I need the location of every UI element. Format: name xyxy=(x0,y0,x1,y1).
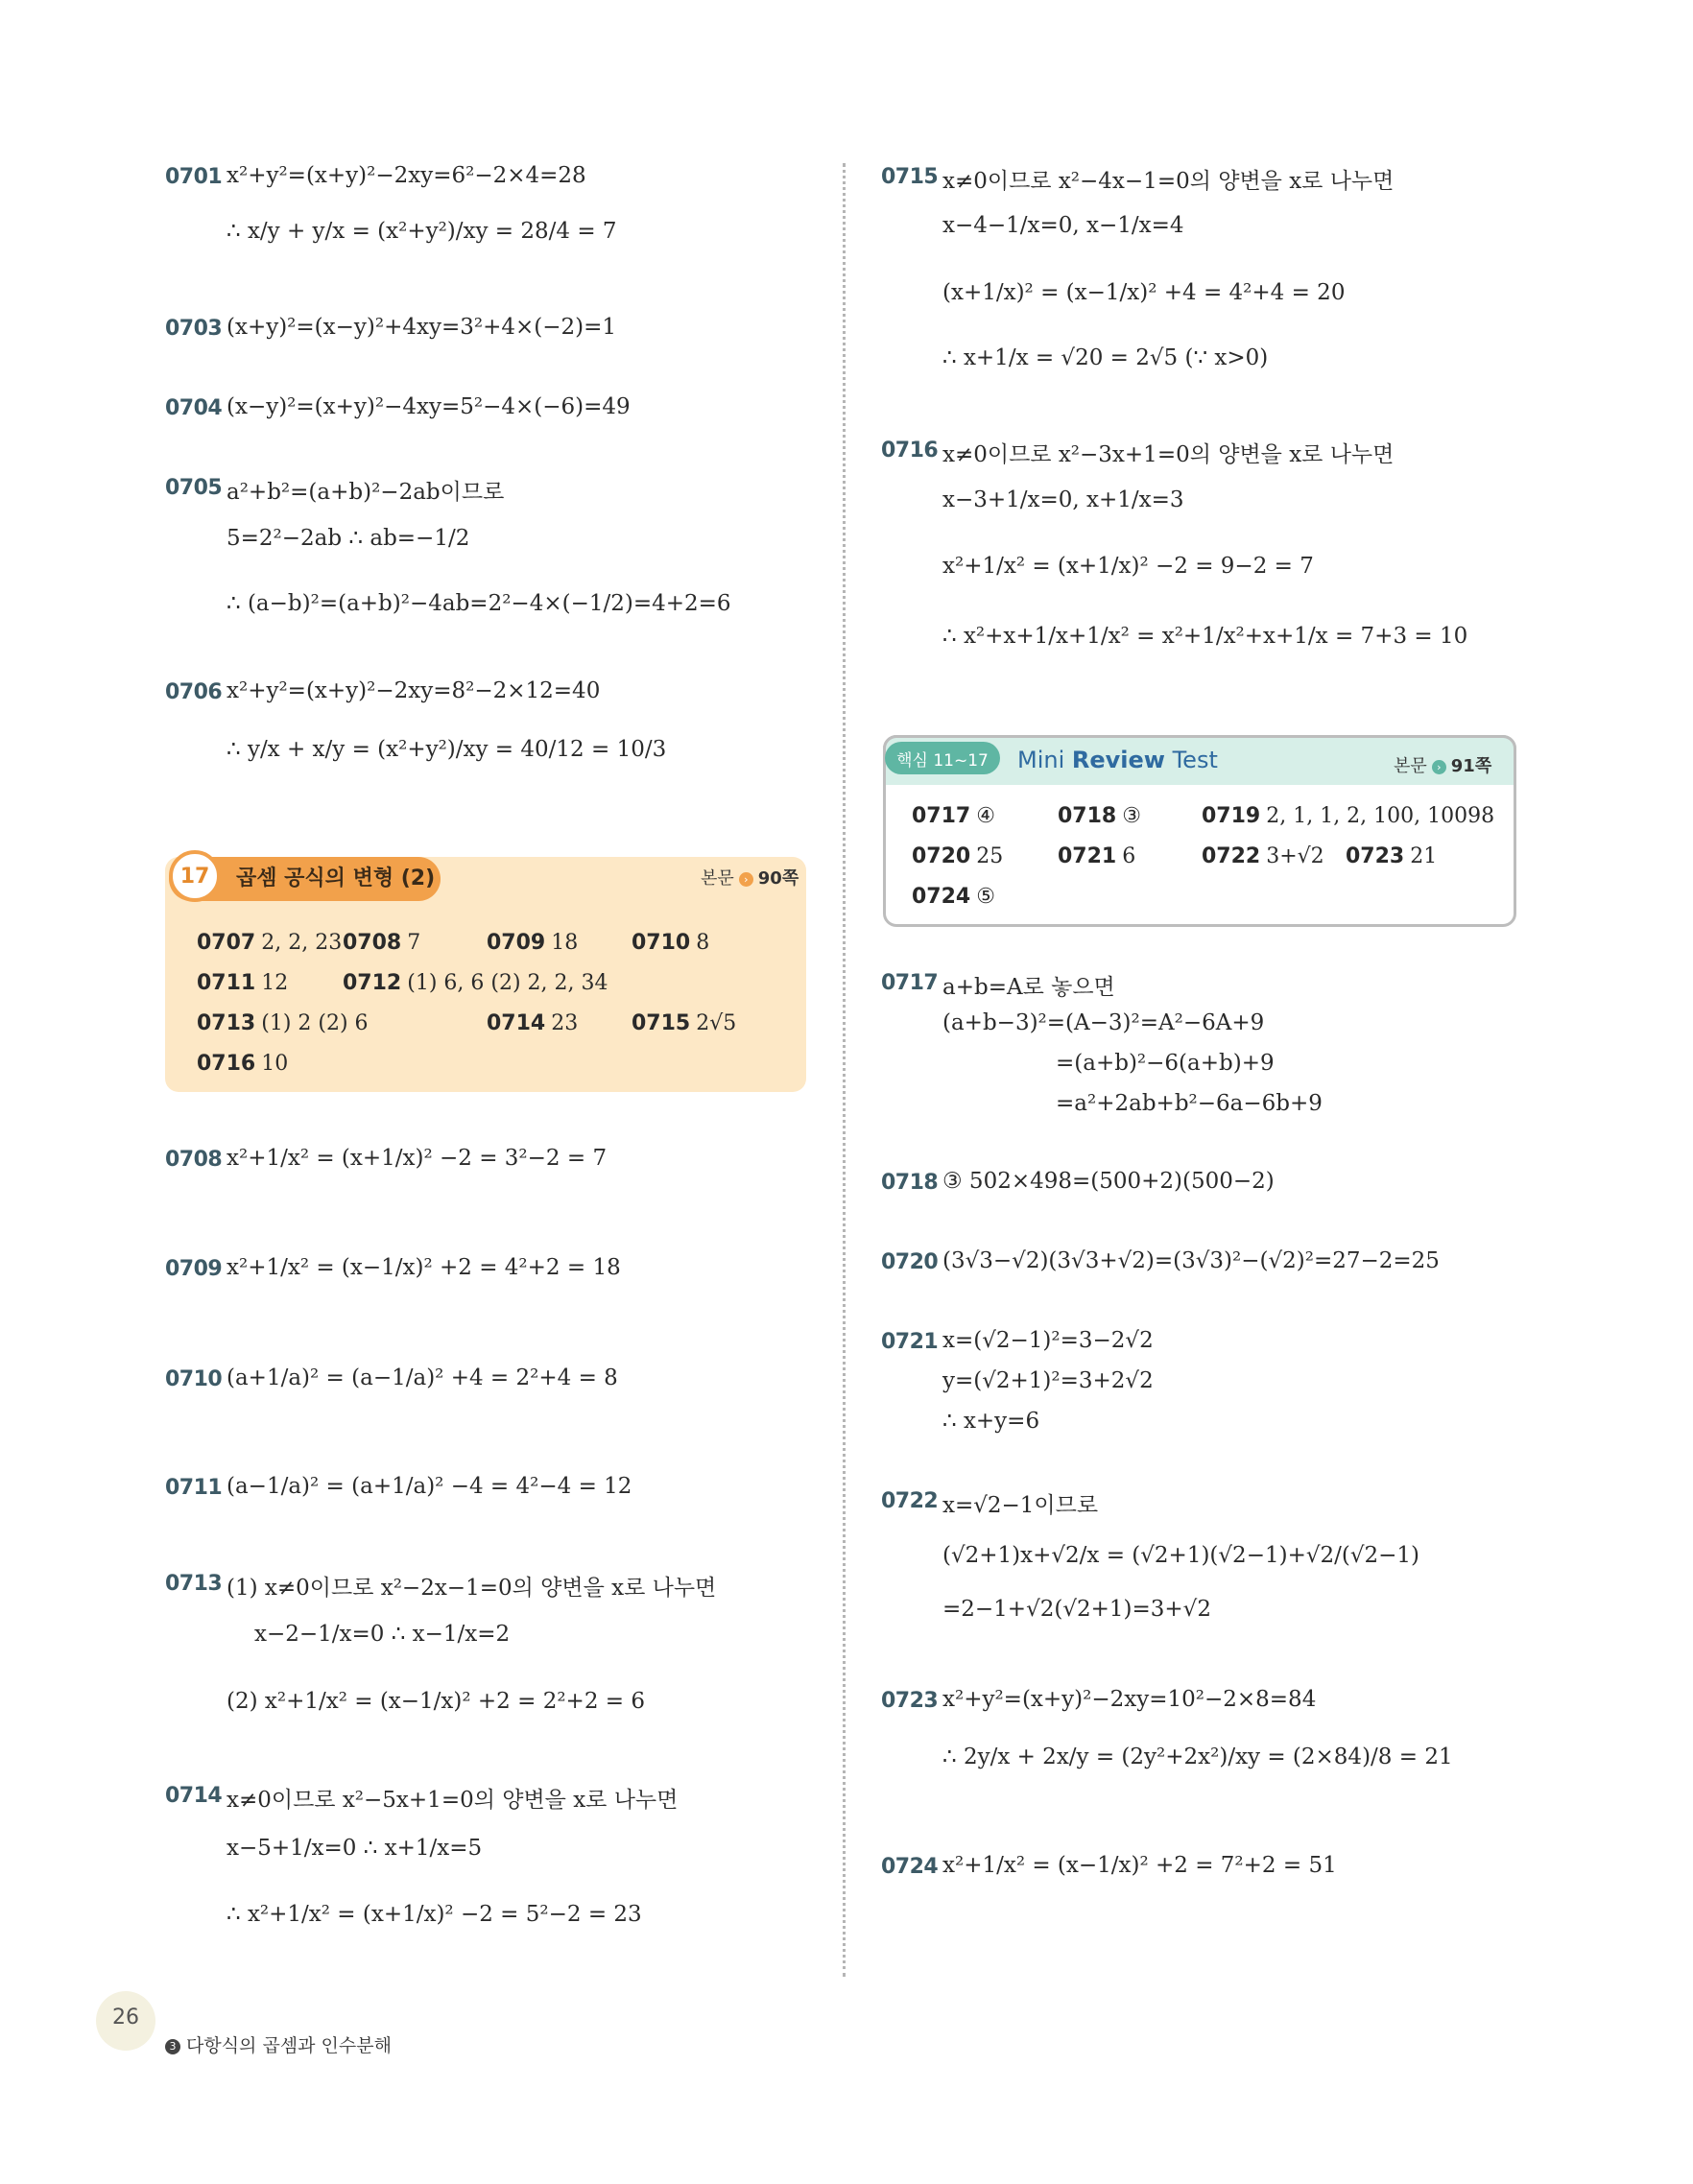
reference-label: 본문 xyxy=(701,868,734,889)
solution-line: ∴ x²+x+1/x+1/x² = x²+1/x²+x+1/x = 7+3 = 10 xyxy=(942,624,1468,649)
mini-review-page-reference xyxy=(1394,752,1491,777)
answer-item: 0721 6 xyxy=(1058,844,1136,868)
problem-number: 0708 xyxy=(165,1148,223,1172)
solution-line: x−3+1/x=0, x+1/x=3 xyxy=(942,487,1184,512)
section-page-reference xyxy=(701,865,799,890)
answer-item: 0707 2, 2, 23 xyxy=(197,931,343,955)
answer-item: 0724 ⑤ xyxy=(912,885,995,909)
solution-line: (√2+1)x+√2/x = (√2+1)(√2−1)+√2/(√2−1) xyxy=(942,1543,1420,1568)
reference-page: 91쪽 xyxy=(1450,756,1492,776)
solution-line: x²+y²=(x+y)²−2xy=8²−2×12=40 xyxy=(227,678,601,703)
solution-line: x²+1/x² = (x+1/x)² −2 = 9−2 = 7 xyxy=(942,554,1314,579)
solution-line: =a²+2ab+b²−6a−6b+9 xyxy=(1056,1091,1323,1116)
answer-item: 0715 2√5 xyxy=(632,1011,737,1035)
problem-number: 0709 xyxy=(165,1257,223,1281)
answer-item: 0716 10 xyxy=(197,1052,289,1076)
answer-item: 0723 21 xyxy=(1346,844,1438,868)
solution-line: (x+y)²=(x−y)²+4xy=3²+4×(−2)=1 xyxy=(227,315,617,340)
mini-review-topic-pill: 핵심 11~17 xyxy=(885,742,1000,774)
solution-line: x²+y²=(x+y)²−2xy=10²−2×8=84 xyxy=(942,1687,1317,1712)
solution-line: ∴ x²+1/x² = (x+1/x)² −2 = 5²−2 = 23 xyxy=(227,1902,642,1927)
problem-number: 0723 xyxy=(881,1689,939,1713)
solution-line: (x+1/x)² = (x−1/x)² +4 = 4²+4 = 20 xyxy=(942,280,1346,305)
problem-number: 0711 xyxy=(165,1476,223,1500)
solution-line: x²+y²=(x+y)²−2xy=6²−2×4=28 xyxy=(227,163,586,188)
problem-number: 0718 xyxy=(881,1171,939,1195)
chapter-number-icon: 3 xyxy=(165,2039,180,2054)
solution-line: ∴ x+1/x = √20 = 2√5 (∵ x>0) xyxy=(942,345,1269,370)
solution-line: x=(√2−1)²=3−2√2 xyxy=(942,1328,1154,1353)
solution-line: (1) x≠0이므로 x²−2x−1=0의 양변을 x로 나누면 xyxy=(227,1576,717,1601)
answer-item: 0710 8 xyxy=(632,931,710,955)
answer-item: 0712 (1) 6, 6 (2) 2, 2, 34 xyxy=(343,971,608,995)
answer-item: 0711 12 xyxy=(197,971,289,995)
solution-line: ∴ x/y + y/x = (x²+y²)/xy = 28/4 = 7 xyxy=(227,219,617,244)
answer-item: 0719 2, 1, 1, 2, 100, 10098 xyxy=(1202,804,1495,828)
problem-number: 0717 xyxy=(881,971,939,995)
solution-line: ③ 502×498=(500+2)(500−2) xyxy=(942,1169,1275,1194)
solution-line: (a−1/a)² = (a+1/a)² −4 = 4²−4 = 12 xyxy=(227,1474,632,1499)
solution-line: x²+1/x² = (x−1/x)² +2 = 7²+2 = 51 xyxy=(942,1853,1337,1878)
problem-number: 0714 xyxy=(165,1784,223,1808)
answer-item: 0713 (1) 2 (2) 6 xyxy=(197,1011,369,1035)
answer-item: 0720 25 xyxy=(912,844,1004,868)
solution-line: =2−1+√2(√2+1)=3+√2 xyxy=(942,1597,1211,1622)
solution-line: ∴ (a−b)²=(a+b)²−4ab=2²−4×(−1/2)=4+2=6 xyxy=(227,591,731,616)
problem-number: 0721 xyxy=(881,1330,939,1354)
solution-line: (3√3−√2)(3√3+√2)=(3√3)²−(√2)²=27−2=25 xyxy=(942,1248,1440,1273)
problem-number: 0713 xyxy=(165,1572,223,1596)
problem-number: 0705 xyxy=(165,476,223,500)
solution-line: x=√2−1이므로 xyxy=(942,1493,1099,1518)
solution-line: x−2−1/x=0 ∴ x−1/x=2 xyxy=(254,1622,511,1647)
solution-line: (2) x²+1/x² = (x−1/x)² +2 = 2²+2 = 6 xyxy=(227,1689,645,1714)
solution-line: ∴ x+y=6 xyxy=(942,1409,1040,1434)
problem-number: 0722 xyxy=(881,1489,939,1513)
solution-line: (a+b−3)²=(A−3)²=A²−6A+9 xyxy=(942,1010,1265,1035)
chapter-title: 다항식의 곱셈과 인수분해 xyxy=(186,2035,392,2056)
solution-line: y=(√2+1)²=3+2√2 xyxy=(942,1368,1154,1393)
solution-line: x−5+1/x=0 ∴ x+1/x=5 xyxy=(227,1836,483,1861)
problem-number: 0724 xyxy=(881,1855,939,1879)
chapter-footer xyxy=(165,2031,392,2057)
answer-item: 0718 ③ xyxy=(1058,804,1141,828)
section-title: 곱셈 공식의 변형 (2) xyxy=(236,866,436,890)
page-number: 26 xyxy=(112,2006,139,2030)
solution-line: (a+1/a)² = (a−1/a)² +4 = 2²+4 = 8 xyxy=(227,1365,618,1390)
solution-line: a²+b²=(a+b)²−2ab이므로 xyxy=(227,480,505,505)
problem-number: 0703 xyxy=(165,317,223,341)
problem-number: 0706 xyxy=(165,680,223,704)
solution-line: x≠0이므로 x²−3x+1=0의 양변을 x로 나누면 xyxy=(942,442,1395,467)
answer-item: 0709 18 xyxy=(487,931,579,955)
solution-line: x≠0이므로 x²−4x−1=0의 양변을 x로 나누면 xyxy=(942,169,1395,194)
column-divider xyxy=(843,163,846,1977)
arrow-right-icon: › xyxy=(1432,760,1446,774)
solution-line: a+b=A로 놓으면 xyxy=(942,975,1115,1000)
reference-page: 90쪽 xyxy=(757,868,799,889)
solution-line: =(a+b)²−6(a+b)+9 xyxy=(1056,1051,1275,1076)
problem-number: 0701 xyxy=(165,165,223,189)
reference-label: 본문 xyxy=(1394,756,1427,776)
solution-line: x²+1/x² = (x+1/x)² −2 = 3²−2 = 7 xyxy=(227,1146,608,1171)
answer-item: 0708 7 xyxy=(343,931,421,955)
problem-number: 0720 xyxy=(881,1250,939,1274)
section-number-badge: 17 xyxy=(169,850,221,902)
problem-number: 0704 xyxy=(165,396,223,420)
problem-number: 0710 xyxy=(165,1367,223,1391)
solution-line: x−4−1/x=0, x−1/x=4 xyxy=(942,213,1184,238)
solution-line: x≠0이므로 x²−5x+1=0의 양변을 x로 나누면 xyxy=(227,1788,679,1813)
solution-line: (x−y)²=(x+y)²−4xy=5²−4×(−6)=49 xyxy=(227,394,631,419)
solution-line: x²+1/x² = (x−1/x)² +2 = 4²+2 = 18 xyxy=(227,1255,621,1280)
arrow-right-icon: › xyxy=(739,872,753,887)
answer-item: 0722 3+√2 xyxy=(1202,844,1324,868)
solution-line: ∴ 2y/x + 2x/y = (2y²+2x²)/xy = (2×84)/8 = 21 xyxy=(942,1745,1453,1769)
mini-review-title: Mini Review Test xyxy=(1017,747,1218,773)
solution-line: ∴ y/x + x/y = (x²+y²)/xy = 40/12 = 10/3 xyxy=(227,737,667,762)
problem-number: 0716 xyxy=(881,439,939,463)
answer-item: 0714 23 xyxy=(487,1011,579,1035)
solution-line: 5=2²−2ab ∴ ab=−1/2 xyxy=(227,526,470,551)
answer-item: 0717 ④ xyxy=(912,804,995,828)
problem-number: 0715 xyxy=(881,165,939,189)
